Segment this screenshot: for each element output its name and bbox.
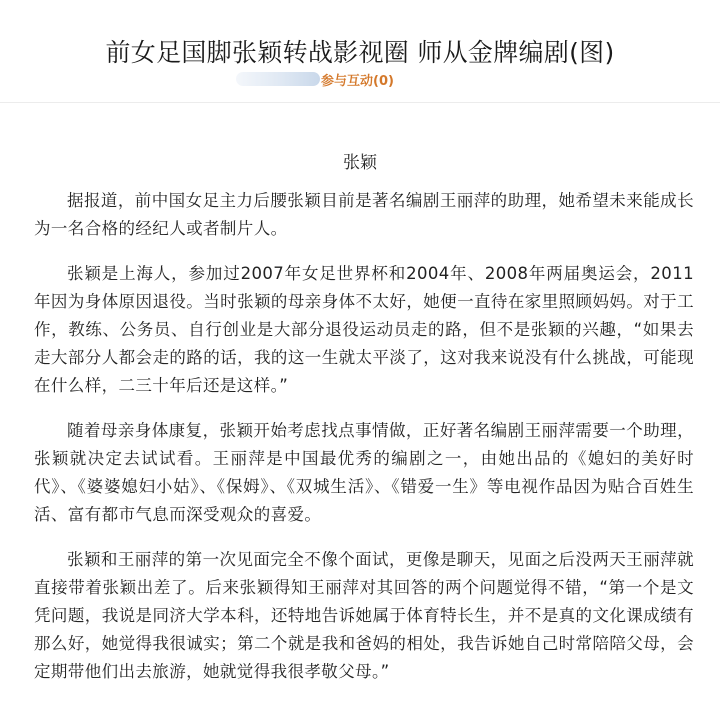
article-body <box>0 103 720 715</box>
paragraph: 据报道，前中国女足主力后腰张颖目前是著名编剧王丽萍的助理，她希望未来能成长为一名合格的经纪人或者制片人。 <box>34 191 694 238</box>
meta-decoration-bar <box>236 72 320 86</box>
paragraph: 随着母亲身体康复，张颖开始考虑找点事情做，正好著名编剧王丽萍需要一个助理，张颖就决定去试试看。王丽萍是中国最优秀的编剧之一，由她出品的《媳妇的美好时代》、《婆婆媳妇小姑》、《保姆》、《双城生活》、《错爱一生》等电视作品因为贴合百姓生活、富有都市气息而深受观众的喜爱。 <box>34 421 694 524</box>
article-subtitle: 张颖 <box>343 153 377 173</box>
paragraph: 张颖是上海人，参加过2007年女足世界杯和2004年、2008年两届奥运会，2011年因为身体原因退役。当时张颖的母亲身体不太好，她便一直待在家里照顾妈妈。对于工作，教练、公务员、自行创业是大部分退役运动员走的路，但不是张颖的兴趣，“如果去走大部分人都会走的路的话，我的这一生就太平淡了，这对我来说没有什么挑战，可能现在什么样，二三十年后还是这样。” <box>34 264 694 395</box>
participate-interaction-link[interactable]: 参与互动(0) <box>321 74 394 89</box>
page-title: 前女足国脚张颖转战影视圈 师从金牌编剧(图) <box>105 37 615 67</box>
article-text <box>34 187 694 703</box>
article-header <box>0 0 720 103</box>
paragraph: 张颖和王丽萍的第一次见面完全不像个面试，更像是聊天，见面之后没两天王丽萍就直接带着张颖出差了。后来张颖得知王丽萍对其回答的两个问题觉得不错，“第一个是文凭问题，我说是同济大学本科，还特地告诉她属于体育特长生，并不是真的文化课成绩有那么好，她觉得我很诚实；第二个就是我和爸妈的相处，我告诉她自己时常陪陪父母，会定期带他们出去旅游，她就觉得我很孝敬父母。” <box>34 550 694 681</box>
